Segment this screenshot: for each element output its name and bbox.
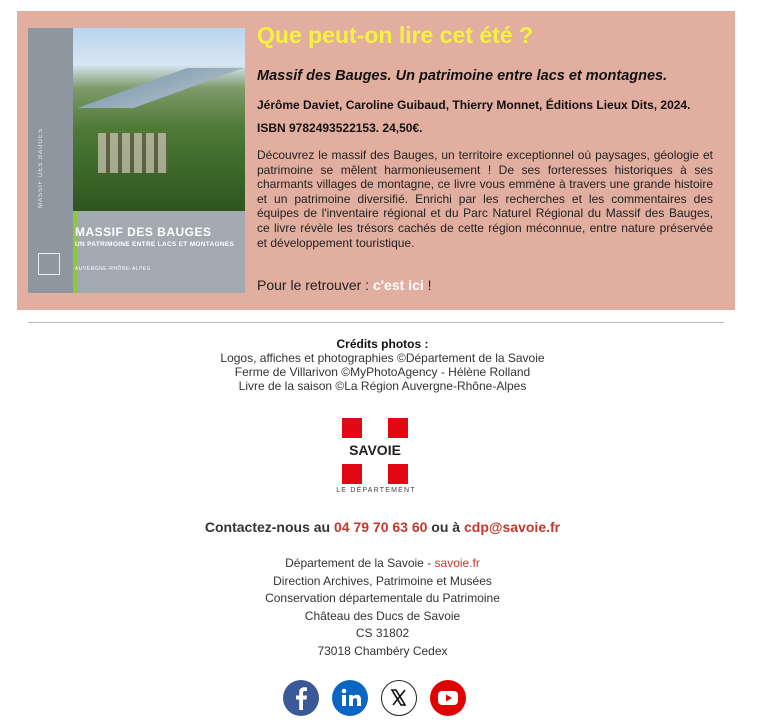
book-find-line: Pour le retrouver : c'est ici ! [257,277,432,293]
social-links [0,680,765,716]
cover-spine-text: MASSIF DES BAUGES [38,127,44,208]
cover-title: MASSIF DES BAUGES [75,225,212,239]
contact-line: Contactez-nous au 04 79 70 63 60 ou à cdp@savoie.fr [204,519,561,535]
book-authors: Jérôme Daviet, Caroline Guibaud, Thierry Monnet, Éditions Lieux Dits, 2024. [257,98,691,112]
book-cover-image[interactable] [28,28,245,293]
credits-heading: Crédits photos : [336,337,429,351]
linkedin-icon[interactable] [332,680,368,716]
logo-subtitle: LE DÉPARTEMENT [336,487,416,494]
address-line: CS 31802 [355,626,410,640]
publisher-logo-icon [38,253,60,275]
cover-region: AUVERGNE-RHÔNE-ALPES [75,266,151,272]
address-line: 73018 Chambéry Cedex [317,643,448,658]
photo-credits [0,337,765,393]
address-line: Conservation départementale du Patrimoine [265,591,500,605]
address-line: Département de la Savoie - savoie.fr [285,556,480,570]
book-link[interactable]: c'est ici [372,277,424,293]
credits-line: Ferme de Villarivon ©MyPhotoAgency - Hélène Rolland [234,365,531,379]
savoie-cross-icon [342,418,408,484]
facebook-icon[interactable] [283,680,319,716]
x-icon[interactable] [381,680,417,716]
divider [28,322,724,323]
cover-subtitle: UN PATRIMOINE ENTRE LACS ET MONTAGNES [75,241,235,248]
section-heading: Que peut-on lire cet été ? [257,22,534,48]
phone-link[interactable]: 04 79 70 63 60 [334,519,428,535]
book-meta [257,94,727,140]
cover-landscape-photo [73,28,245,211]
credits-line: Livre de la saison ©La Région Auvergne-Rhône-Alpes [238,379,527,393]
book-isbn: ISBN 9782493522153. 24,50€. [257,121,423,135]
address-line: Direction Archives, Patrimoine et Musées [273,573,492,588]
youtube-icon[interactable] [430,680,466,716]
website-link[interactable]: savoie.fr [434,556,480,570]
address-line: Château des Ducs de Savoie [304,608,461,623]
book-description: Découvrez le massif des Bauges, un territoire exceptionnel où paysages, géologie et patrimoine se mêlent harmonieusement ! De ses forteresses historiques à ses charmants villages de montagne, ce livre vous emmène à travers une grande histoire et un patrimoine diversifié. Enrichi par les recherches et les commentaires des équipes de l'inventaire régional et du Parc Naturel Régional du Massif des Bauges, ce livre révèle les trésors cachés de cette région méconnue, entre nature préservée et développement touristique. [257,148,713,250]
logo-name: SAVOIE [349,442,401,458]
savoie-logo[interactable] [330,418,422,498]
credits-line: Logos, affiches et photographies ©Département de la Savoie [220,351,545,365]
book-title: Massif des Bauges. Un patrimoine entre lacs et montagnes. [257,68,668,84]
address-block [0,555,765,660]
email-link[interactable]: cdp@savoie.fr [463,519,561,535]
